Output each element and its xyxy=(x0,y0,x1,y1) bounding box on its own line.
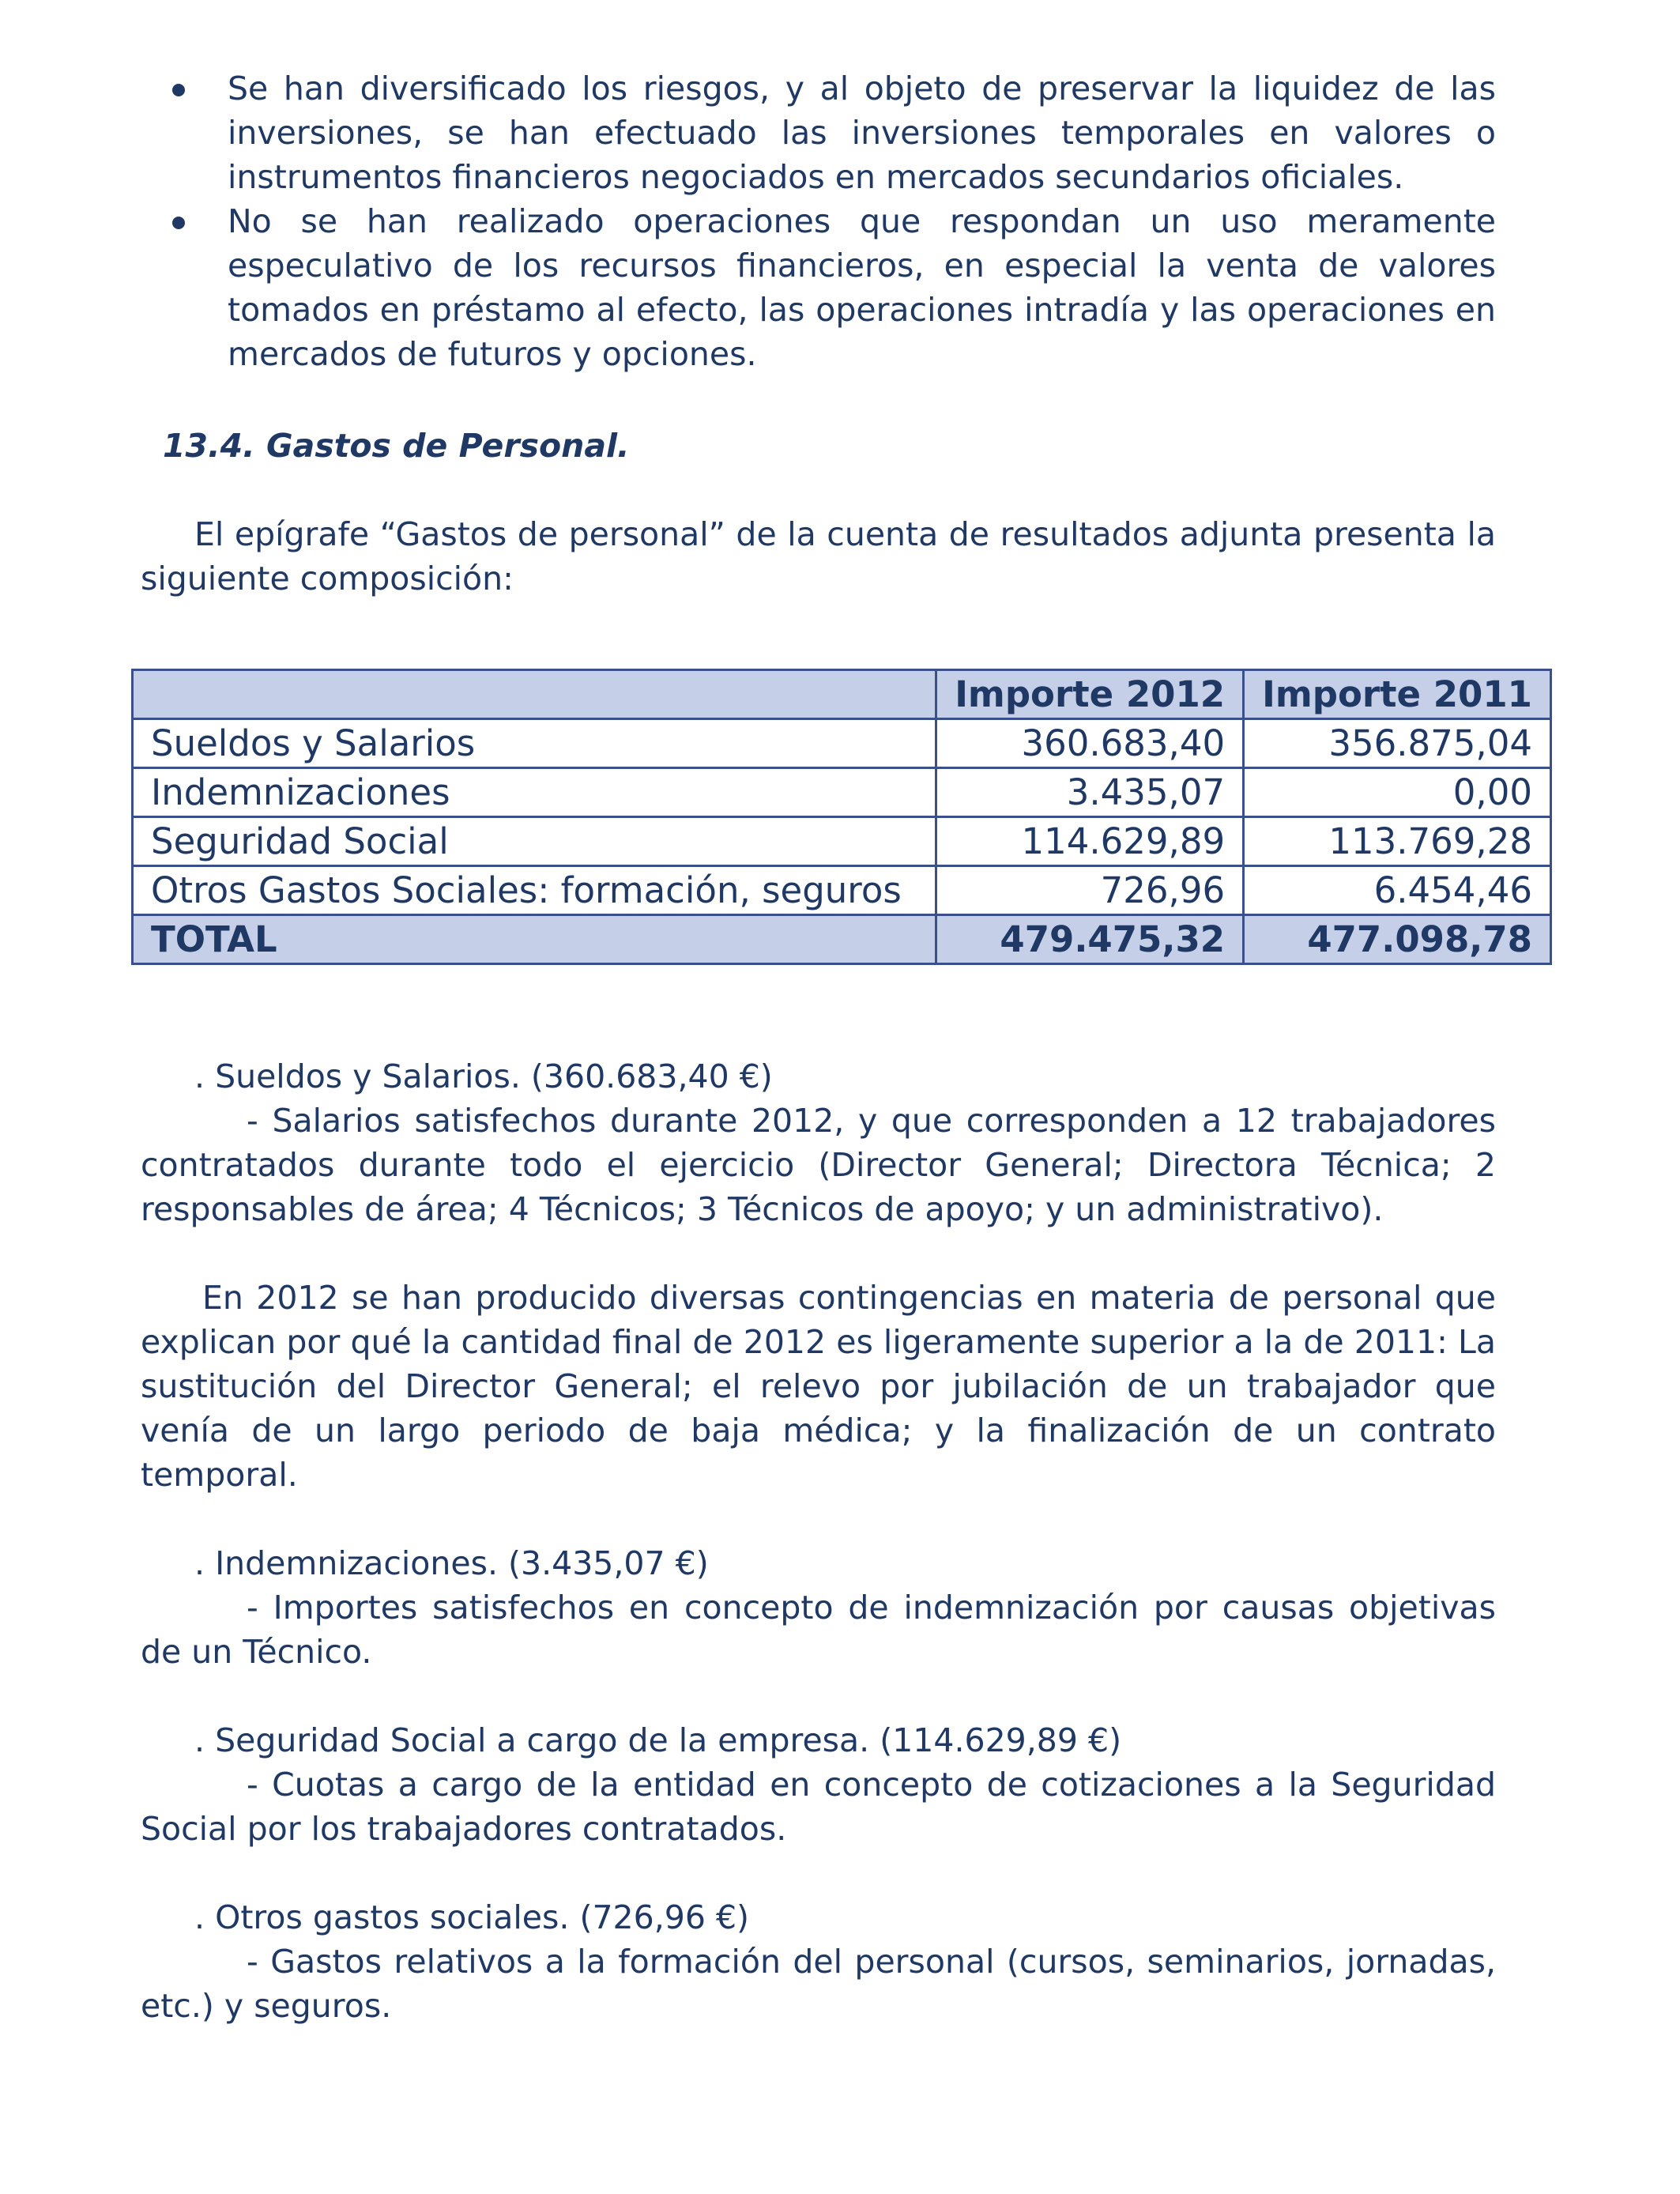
row-value-2011: 356.875,04 xyxy=(1244,719,1551,768)
row-value-2012: 360.683,40 xyxy=(936,719,1244,768)
row-value-2012: 114.629,89 xyxy=(936,817,1244,866)
note-contingencias: En 2012 se han producido diversas contingencias en materia de personal que explican por qué la cantidad final de 2012 es ligeramente superior a la de 2011: La sustitución del Director General; el relevo por jubilación de un trabajador que venía de un largo periodo de baja médica; y la finalización de un contrato temporal. xyxy=(141,1279,1496,1494)
section-heading: 13.4. Gastos de Personal. xyxy=(163,427,630,465)
paragraph-gap xyxy=(141,1851,1496,1895)
table-row xyxy=(133,866,1551,915)
section-intro: El epígrafe “Gastos de personal” de la cuenta de resultados adjunta presenta la siguiente composición: xyxy=(141,515,1496,598)
note-text-seguridad: - Cuotas a cargo de la entidad en concepto de cotizaciones a la Seguridad Social por los trabajadores contratados. xyxy=(141,1766,1496,1848)
header-cell-2012: Importe 2012 xyxy=(936,670,1244,719)
paragraph-gap xyxy=(141,1674,1496,1718)
bullet-text: Se han diversificado los riesgos, y al objeto de preservar la liquidez de las inversiones, se han efectuado las inversiones temporales en valores o instrumentos financieros negociados en mercados secundarios oficiales. xyxy=(228,70,1496,196)
header-cell-2011: Importe 2011 xyxy=(1244,670,1551,719)
row-label: Sueldos y Salarios xyxy=(133,719,936,768)
table-row xyxy=(133,768,1551,817)
table-row xyxy=(133,817,1551,866)
table-total-row xyxy=(133,915,1551,964)
bullet-text: No se han realizado operaciones que respondan un uso meramente especulativo de los recursos financieros, en especial la venta de valores tomados en préstamo al efecto, las operaciones intradía y las operaciones en mercados de futuros y opciones. xyxy=(228,202,1496,373)
row-label: Indemnizaciones xyxy=(133,768,936,817)
bullet-icon xyxy=(172,217,185,229)
notes-section xyxy=(141,1054,1496,2028)
row-value-2011: 6.454,46 xyxy=(1244,866,1551,915)
total-value-2011: 477.098,78 xyxy=(1244,915,1551,964)
header-cell-label xyxy=(133,670,936,719)
row-value-2012: 3.435,07 xyxy=(936,768,1244,817)
row-value-2011: 113.769,28 xyxy=(1244,817,1551,866)
note-text-indemnizaciones: - Importes satisfechos en concepto de indemnización por causas objetivas de un Técnico. xyxy=(141,1589,1496,1671)
row-label: Otros Gastos Sociales: formación, seguros xyxy=(133,866,936,915)
note-title-indemnizaciones: . Indemnizaciones. (3.435,07 €) xyxy=(194,1544,709,1582)
bullet-icon xyxy=(172,84,185,96)
note-title-sueldos: . Sueldos y Salarios. (360.683,40 €) xyxy=(194,1057,773,1095)
note-text-sueldos: - Salarios satisfechos durante 2012, y que corresponden a 12 trabajadores contratados durante todo el ejercicio (Director General; Directora Técnica; 2 responsables de área; 4 Técnicos; 3 Técnicos de apoyo; y un administrativo). xyxy=(141,1102,1496,1228)
paragraph-gap xyxy=(141,1497,1496,1541)
table-row xyxy=(133,719,1551,768)
note-text-otros: - Gastos relativos a la formación del personal (cursos, seminarios, jornadas, etc.) y seguros. xyxy=(141,1943,1496,2025)
bullet-list xyxy=(164,66,1496,376)
total-value-2012: 479.475,32 xyxy=(936,915,1244,964)
total-label: TOTAL xyxy=(133,915,936,964)
row-label: Seguridad Social xyxy=(133,817,936,866)
note-title-seguridad: . Seguridad Social a cargo de la empresa. (114.629,89 €) xyxy=(194,1721,1122,1759)
row-value-2012: 726,96 xyxy=(936,866,1244,915)
bullet-item xyxy=(164,199,1496,376)
paragraph-gap xyxy=(141,1231,1496,1276)
personnel-costs-table xyxy=(131,669,1552,965)
table-header-row xyxy=(133,670,1551,719)
row-value-2011: 0,00 xyxy=(1244,768,1551,817)
bullet-item xyxy=(164,66,1496,199)
note-title-otros: . Otros gastos sociales. (726,96 €) xyxy=(194,1898,750,1936)
